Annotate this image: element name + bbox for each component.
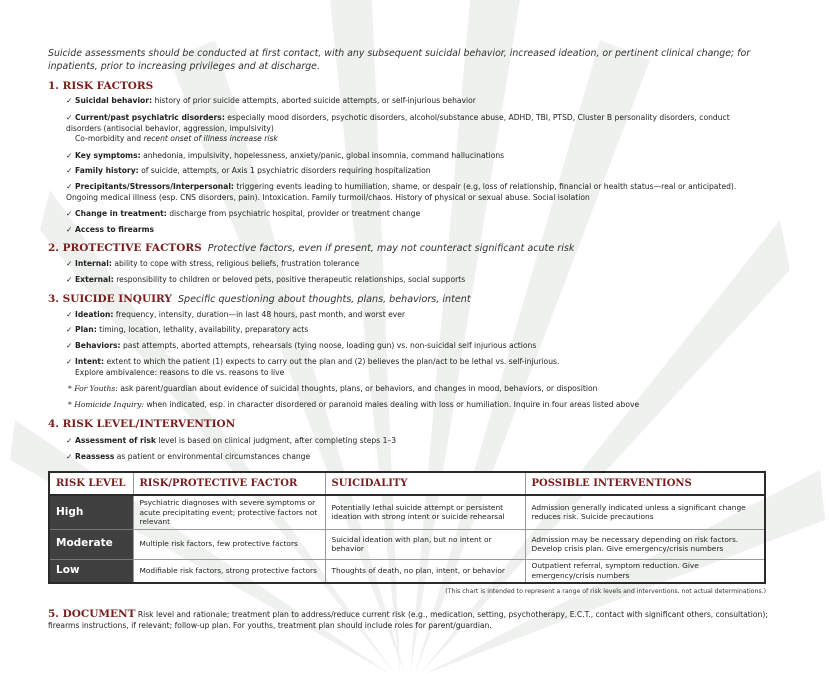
intervention-cell: Admission may be necessary depending on risk factors. Develop crisis plan. Give emergency/crisis numbers <box>525 529 765 559</box>
inquiry-item-3: ✓ Behaviors: past attempts, aborted attempts, rehearsals (tying noose, loading gun) vs. non-suicidal self injurious actions <box>66 341 537 350</box>
check-icon: ✓ <box>66 225 73 234</box>
section-title: 1. RISK FACTORS <box>48 80 154 92</box>
intervention-cell: Admission generally indicated unless a significant change reduces risk. Suicide precautions <box>525 495 765 529</box>
check-icon: ✓ <box>66 209 73 218</box>
header-possible-interventions: POSSIBLE INTERVENTIONS <box>525 472 765 495</box>
table-row <box>49 529 765 559</box>
check-icon: ✓ <box>66 310 73 319</box>
suicidality-cell: Suicidal ideation with plan, but no intent or behavior <box>325 529 525 559</box>
check-icon: ✓ <box>66 275 73 284</box>
protective-item-1: ✓ Internal: ability to cope with stress, religious beliefs, frustration tolerance <box>66 259 360 268</box>
header-suicidality: SUICIDALITY <box>325 472 525 495</box>
factor-cell: Psychiatric diagnoses with severe symptoms or acute precipitating event; protective factors not relevant <box>133 495 325 529</box>
check-icon: ✓ <box>66 96 73 105</box>
table-header-row <box>49 472 765 495</box>
section-suicide-inquiry-heading: 3. SUICIDE INQUIRY Specific questioning about thoughts, plans, behaviors, intent <box>48 293 471 305</box>
header-risk-protective-factor: RISK/PROTECTIVE FACTOR <box>133 472 325 495</box>
check-icon: ✓ <box>66 166 73 175</box>
risk-item-6: ✓ Change in treatment: discharge from psychiatric hospital, provider or treatment change <box>66 209 421 218</box>
inquiry-item-4: ✓ Intent: extent to which the patient (1) expects to carry out the plan and (2) believes the plan/act to be lethal vs. self-injurious. Explore ambivalence: reasons to die vs. reasons to live <box>66 357 560 377</box>
level-item-2: ✓ Reassess as patient or environmental circumstances change <box>66 452 311 461</box>
document-text: Risk level and rationale; treatment plan to address/reduce current risk (e.g., medication, setting, psychotherapy, E.C.T., contact with significant others, consultation); firearms instructions, if relevant; follow-up plan. For youths, treatment plan should include roles for parent/guardian. <box>48 610 768 630</box>
section-risk-level-heading: 4. RISK LEVEL/INTERVENTION <box>48 418 236 430</box>
check-icon: ✓ <box>66 259 73 268</box>
suicidality-cell: Potentially lethal suicide attempt or persistent ideation with strong intent or suicide rehearsal <box>325 495 525 529</box>
check-icon: ✓ <box>66 436 73 445</box>
risk-level-table <box>48 471 766 584</box>
risk-item-4: ✓ Family history: of suicide, attempts, or Axis 1 psychiatric disorders requiring hospitalization <box>66 166 431 175</box>
check-icon: ✓ <box>66 182 73 191</box>
table-row <box>49 559 765 583</box>
check-icon: ✓ <box>66 113 73 122</box>
check-icon: ✓ <box>66 357 73 366</box>
factor-cell: Multiple risk factors, few protective factors <box>133 529 325 559</box>
inquiry-item-2: ✓ Plan: timing, location, lethality, availability, preparatory acts <box>66 325 309 334</box>
inquiry-item-1: ✓ Ideation: frequency, intensity, duration—in last 48 hours, past month, and worst ever <box>66 310 406 319</box>
risk-item-7: ✓ Access to firearms <box>66 225 155 234</box>
suicidality-cell: Thoughts of death, no plan, intent, or behavior <box>325 559 525 583</box>
factor-cell: Modifiable risk factors, strong protective factors <box>133 559 325 583</box>
inquiry-note-homicide: * Homicide Inquiry: when indicated, esp. in character disordered or paranoid males dealing with loss or humiliation. Inquire in four areas listed above <box>68 400 640 409</box>
risk-level-cell: Moderate <box>49 529 133 559</box>
intro-text: Suicide assessments should be conducted at first contact, with any subsequent suicidal behavior, increased ideation, or pertinent clinical change; for inpatients, prior to increasing privileges and at discharge. <box>48 48 751 72</box>
intervention-cell: Outpatient referral, symptom reduction. Give emergency/crisis numbers <box>525 559 765 583</box>
check-icon: ✓ <box>66 325 73 334</box>
risk-level-cell: High <box>49 495 133 529</box>
section-protective-factors-heading: 2. PROTECTIVE FACTORS Protective factors, even if present, may not counteract significant acute risk <box>48 242 575 254</box>
section-document-heading: 5. DOCUMENT <box>48 608 136 620</box>
risk-level-cell: Low <box>49 559 133 583</box>
risk-item-2: ✓ Current/past psychiatric disorders: especially mood disorders, psychotic disorders, alcohol/substance abuse, ADHD, TBI, PTSD, Cluster B personality disorders, conduct disorders (antisocial behavior, aggression, impulsivity) Co-morbidity and recent onset of illness increase risk <box>66 113 730 143</box>
protective-item-2: ✓ External: responsibility to children or beloved pets, positive therapeutic relationships, social supports <box>66 275 466 284</box>
check-icon: ✓ <box>66 341 73 350</box>
header-risk-level: RISK LEVEL <box>49 472 133 495</box>
risk-item-1: ✓ Suicidal behavior: history of prior suicide attempts, aborted suicide attempts, or self-injurious behavior <box>66 96 476 105</box>
table-row <box>49 495 765 529</box>
section-document <box>48 609 768 631</box>
inquiry-note-youths: * For Youths: ask parent/guardian about evidence of suicidal thoughts, plans, or behaviors, and changes in mood, behaviors, or disposition <box>68 384 598 393</box>
risk-item-3: ✓ Key symptoms: anhedonia, impulsivity, hopelessness, anxiety/panic, global insomnia, command hallucinations <box>66 151 505 160</box>
table-footnote: (This chart is intended to represent a range of risk levels and interventions, not actual determinations.) <box>445 588 766 595</box>
check-icon: ✓ <box>66 151 73 160</box>
section-risk-factors-heading <box>48 80 153 92</box>
check-icon: ✓ <box>66 452 73 461</box>
level-item-1: ✓ Assessment of risk level is based on clinical judgment, after completing steps 1–3 <box>66 436 397 445</box>
risk-item-5: ✓ Precipitants/Stressors/Interpersonal: triggering events leading to humiliation, shame, or despair (e.g, loss of relationship, financial or health status—real or anticipated). Ongoing medical illness (esp. CNS disorders, pain). Intoxication. Family turmoil/chaos. History of physical or sexual abuse. Social isolation <box>66 182 737 202</box>
